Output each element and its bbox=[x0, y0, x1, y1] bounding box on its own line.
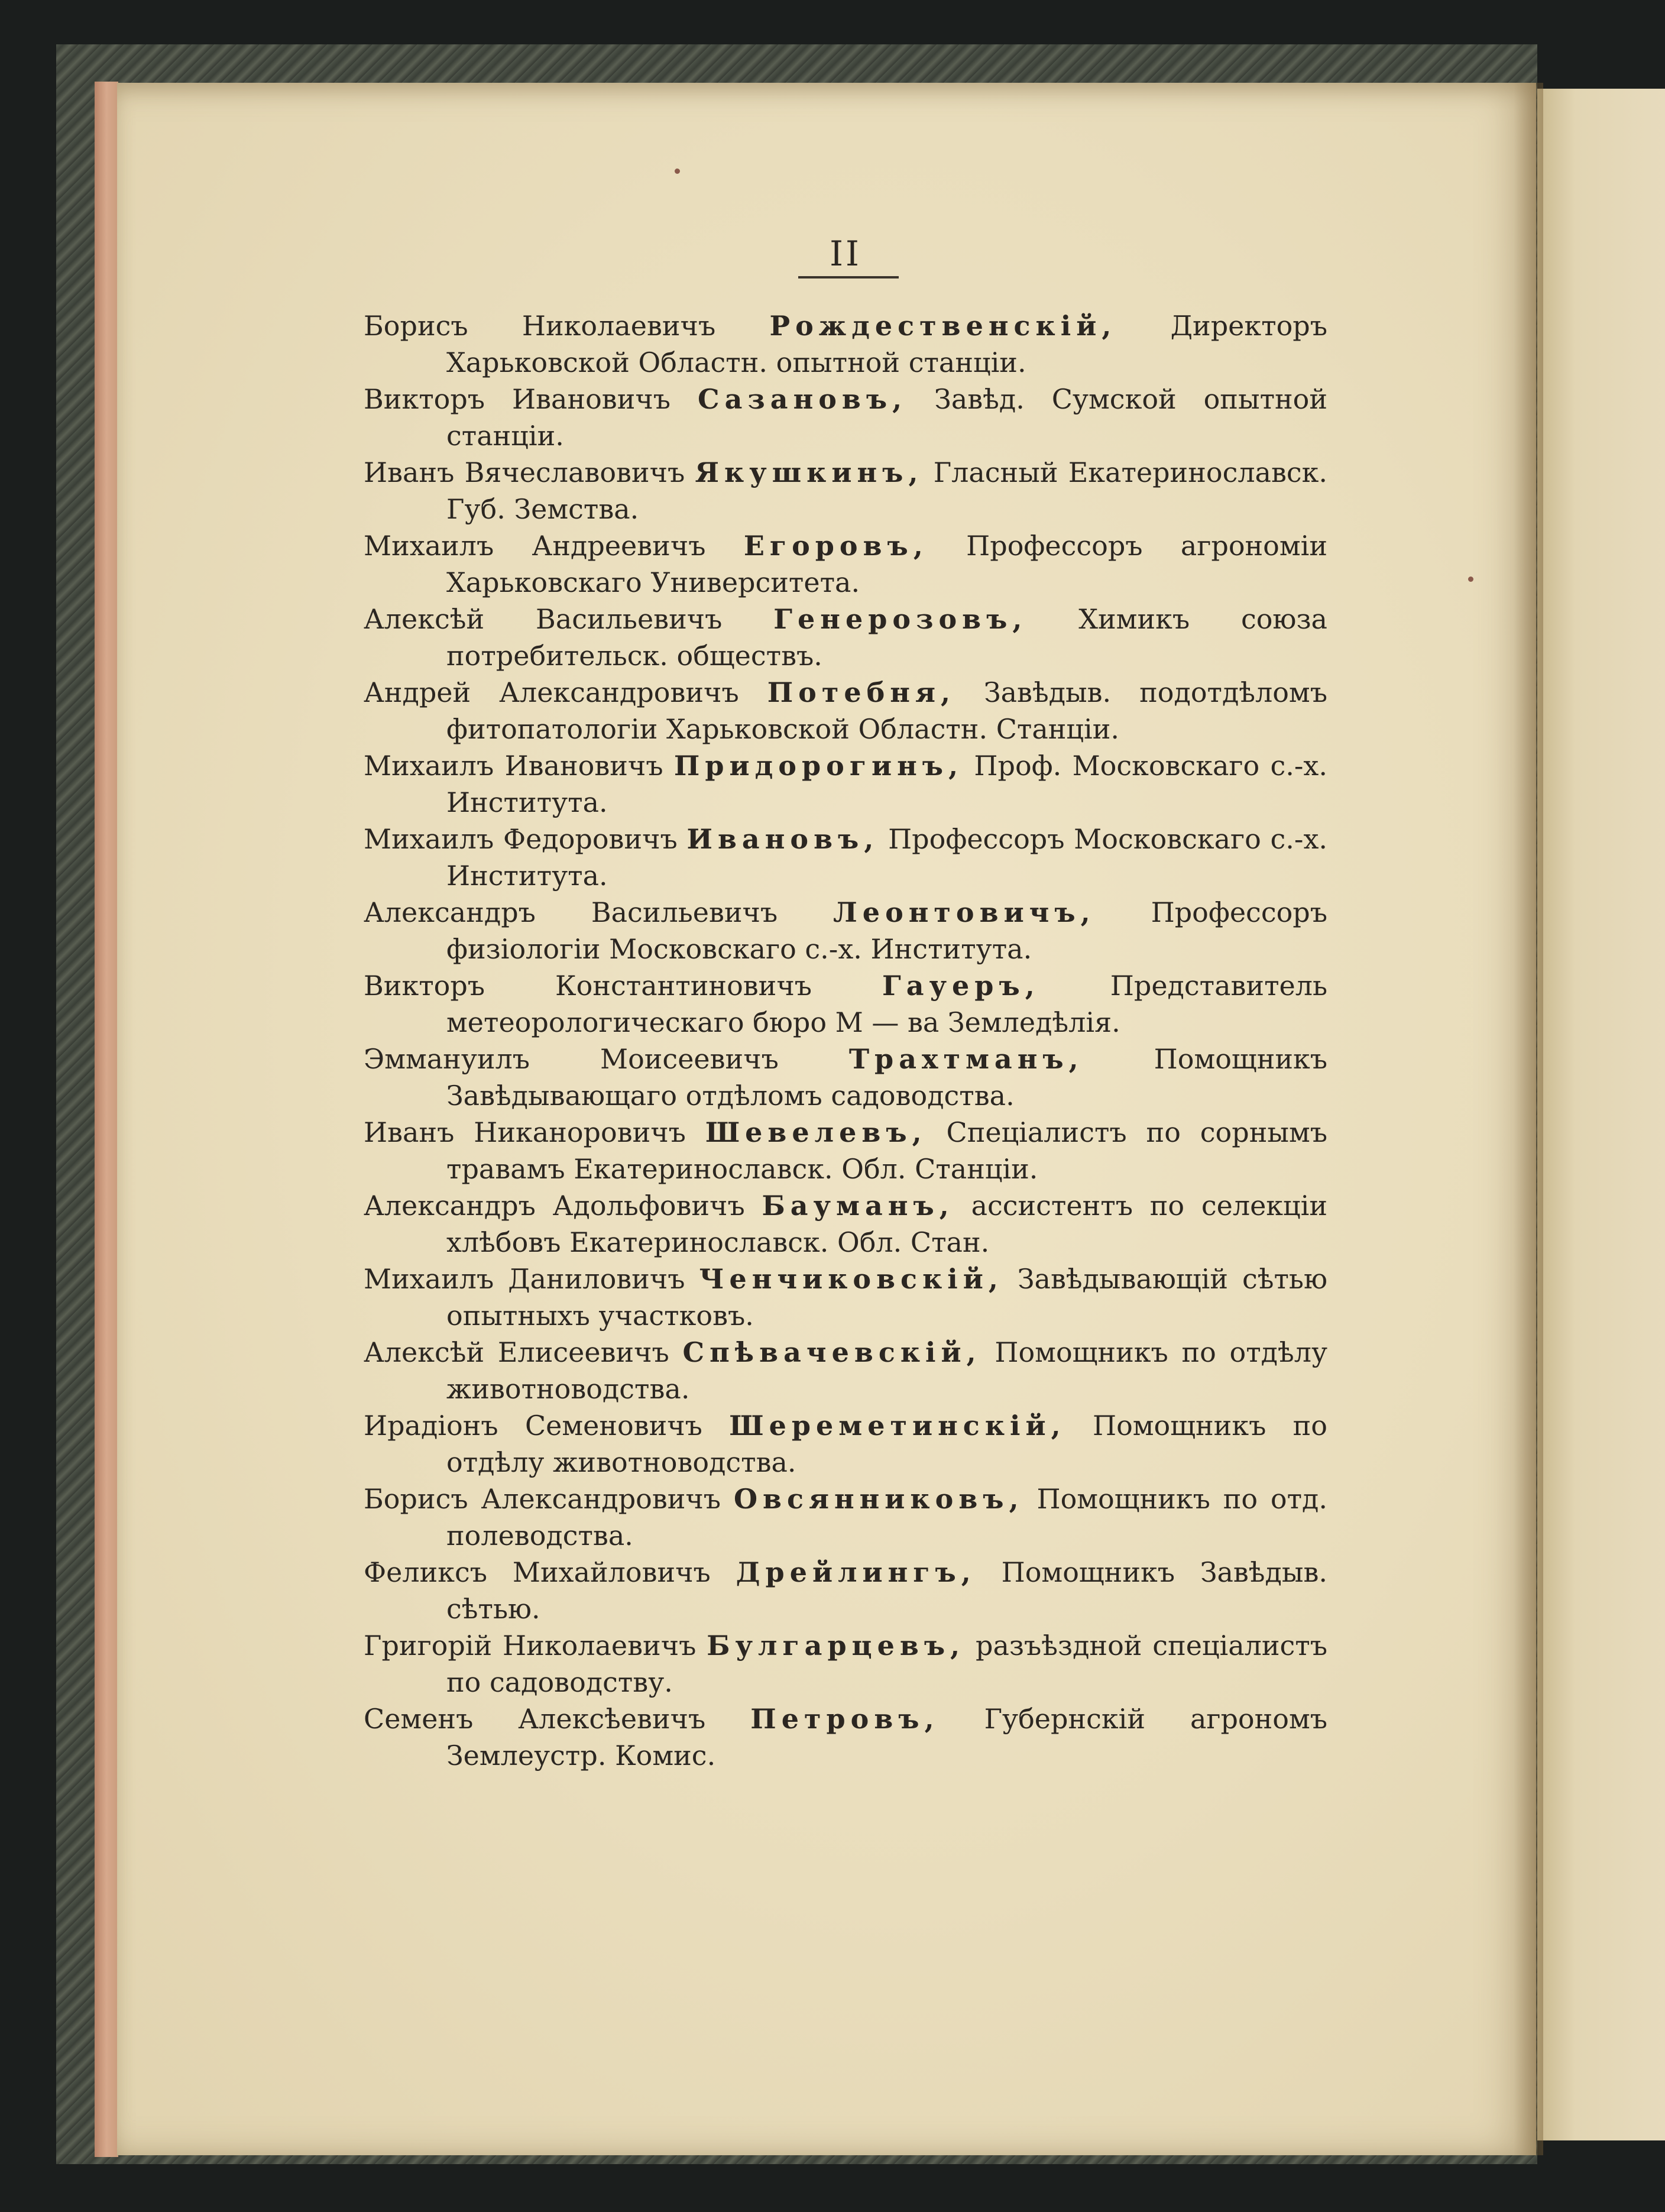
list-item bbox=[364, 307, 1327, 381]
position: Помощникъ по отдѣлу животноводства. bbox=[446, 1336, 1328, 1405]
position: Спеціалистъ по сорнымъ травамъ Екатеринославск. Обл. Станціи. bbox=[446, 1116, 1328, 1185]
surname: Якушкинъ, bbox=[695, 456, 924, 488]
given-names: Эммануилъ Моисеевичъ bbox=[364, 1043, 779, 1075]
list-item bbox=[364, 1701, 1327, 1774]
position: Гласный Екатеринославск. Губ. Земства. bbox=[446, 456, 1328, 525]
adjacent-page-edge bbox=[1537, 89, 1665, 2140]
given-names: Иванъ Никаноровичъ bbox=[364, 1116, 686, 1148]
surname: Рождественскій, bbox=[769, 310, 1117, 342]
surname: Придорогинъ, bbox=[673, 750, 964, 782]
list-item bbox=[364, 527, 1327, 601]
list-item bbox=[364, 454, 1327, 527]
list-item bbox=[364, 1481, 1327, 1554]
gutter-shadow bbox=[1514, 83, 1543, 2155]
surname: Шереметинскій, bbox=[729, 1410, 1066, 1442]
position: Завѣд. Сумской опытной станціи. bbox=[446, 383, 1328, 452]
given-names: Борисъ Николаевичъ bbox=[364, 310, 716, 342]
ink-speck bbox=[675, 169, 680, 174]
given-names: Иванъ Вячеславовичъ bbox=[364, 456, 685, 488]
position: Представитель метеорологическаго бюро М — ва Земледѣлія. bbox=[446, 970, 1328, 1038]
list-item bbox=[364, 1407, 1327, 1481]
given-names: Михаилъ Даниловичъ bbox=[364, 1263, 685, 1295]
position: Проф. Московскаго с.-х. Института. bbox=[446, 750, 1327, 818]
list-item bbox=[364, 1041, 1327, 1114]
surname: Ченчиковскій, bbox=[699, 1263, 1003, 1295]
surname: Спѣвачевскій, bbox=[682, 1336, 981, 1368]
position: Помощникъ по отдѣлу животноводства. bbox=[446, 1410, 1328, 1478]
ink-speck bbox=[1468, 577, 1473, 582]
given-names: Александръ Адольфовичъ bbox=[364, 1190, 745, 1222]
surname: Петровъ, bbox=[750, 1703, 940, 1735]
position: Губернскій агрономъ Землеустр. Комис. bbox=[446, 1703, 1328, 1771]
list-item bbox=[364, 821, 1327, 894]
position: Помощникъ Завѣдывающаго отдѣломъ садоводства. bbox=[446, 1043, 1328, 1112]
list-item bbox=[364, 674, 1327, 747]
page-edge bbox=[95, 82, 118, 2157]
surname: Потебня, bbox=[767, 676, 955, 708]
position: Химикъ союза потребительск. обществъ. bbox=[446, 603, 1327, 672]
surname: Генерозовъ, bbox=[773, 603, 1028, 635]
given-names: Борисъ Александровичъ bbox=[364, 1483, 721, 1515]
page-number-rule bbox=[798, 276, 899, 278]
position: Профессоръ Московскаго с.-х. Института. bbox=[446, 823, 1328, 892]
surname: Егоровъ, bbox=[743, 530, 928, 562]
surname: Булгарцевъ, bbox=[707, 1630, 966, 1662]
page-number: II bbox=[830, 234, 861, 274]
position: Завѣдыв. подотдѣломъ фитопатологіи Харьковской Областн. Станціи. bbox=[446, 676, 1327, 745]
position: Профессоръ агрономіи Харьковскаго Университета. bbox=[446, 530, 1328, 598]
given-names: Семенъ Алексѣевичъ bbox=[364, 1703, 706, 1735]
given-names: Алексѣй Васильевичъ bbox=[364, 603, 723, 635]
given-names: Ирадіонъ Семеновичъ bbox=[364, 1410, 702, 1442]
given-names: Михаилъ Федоровичъ bbox=[364, 823, 678, 855]
given-names: Михаилъ Андреевичъ bbox=[364, 530, 706, 562]
position: Директоръ Харьковской Областн. опытной станціи. bbox=[446, 310, 1327, 378]
given-names: Викторъ Ивановичъ bbox=[364, 383, 671, 415]
surname: Овсянниковъ, bbox=[733, 1483, 1024, 1515]
given-names: Викторъ Константиновичъ bbox=[364, 970, 812, 1002]
surname: Шевелевъ, bbox=[705, 1116, 927, 1148]
list-item bbox=[364, 1114, 1327, 1187]
given-names: Михаилъ Ивановичъ bbox=[364, 750, 663, 782]
position: Помощникъ по отд. полеводства. bbox=[446, 1483, 1327, 1552]
surname: Дрейлингъ, bbox=[736, 1556, 976, 1588]
list-item bbox=[364, 381, 1327, 454]
list-item bbox=[364, 1187, 1327, 1261]
member-list bbox=[364, 307, 1327, 1774]
position: разъѣздной спеціалистъ по садоводству. bbox=[446, 1630, 1328, 1698]
position: Профессоръ физіологіи Московскаго с.-х. Института. bbox=[446, 896, 1327, 965]
surname: Ивановъ, bbox=[686, 823, 879, 855]
surname: Бауманъ, bbox=[762, 1190, 954, 1222]
list-item bbox=[364, 1627, 1327, 1701]
surname: Гауеръ, bbox=[882, 970, 1040, 1002]
list-item bbox=[364, 967, 1327, 1041]
list-item bbox=[364, 601, 1327, 674]
given-names: Александръ Васильевичъ bbox=[364, 896, 778, 928]
given-names: Алексѣй Елисеевичъ bbox=[364, 1336, 669, 1368]
list-item bbox=[364, 747, 1327, 821]
list-item bbox=[364, 1261, 1327, 1334]
surname: Трахтманъ, bbox=[848, 1043, 1084, 1075]
position: Завѣдывающій сѣтью опытныхъ участковъ. bbox=[446, 1263, 1328, 1332]
given-names: Андрей Александровичъ bbox=[364, 676, 739, 708]
list-item bbox=[364, 1554, 1327, 1627]
list-item bbox=[364, 894, 1327, 967]
position: ассистентъ по селекціи хлѣбовъ Екатеринославск. Обл. Стан. bbox=[446, 1190, 1327, 1258]
given-names: Феликсъ Михайловичъ bbox=[364, 1556, 711, 1588]
position: Помощникъ Завѣдыв. сѣтью. bbox=[446, 1556, 1327, 1625]
surname: Леонтовичъ, bbox=[833, 896, 1096, 928]
surname: Сазановъ, bbox=[698, 383, 908, 415]
list-item bbox=[364, 1334, 1327, 1407]
given-names: Григорій Николаевичъ bbox=[364, 1630, 697, 1662]
